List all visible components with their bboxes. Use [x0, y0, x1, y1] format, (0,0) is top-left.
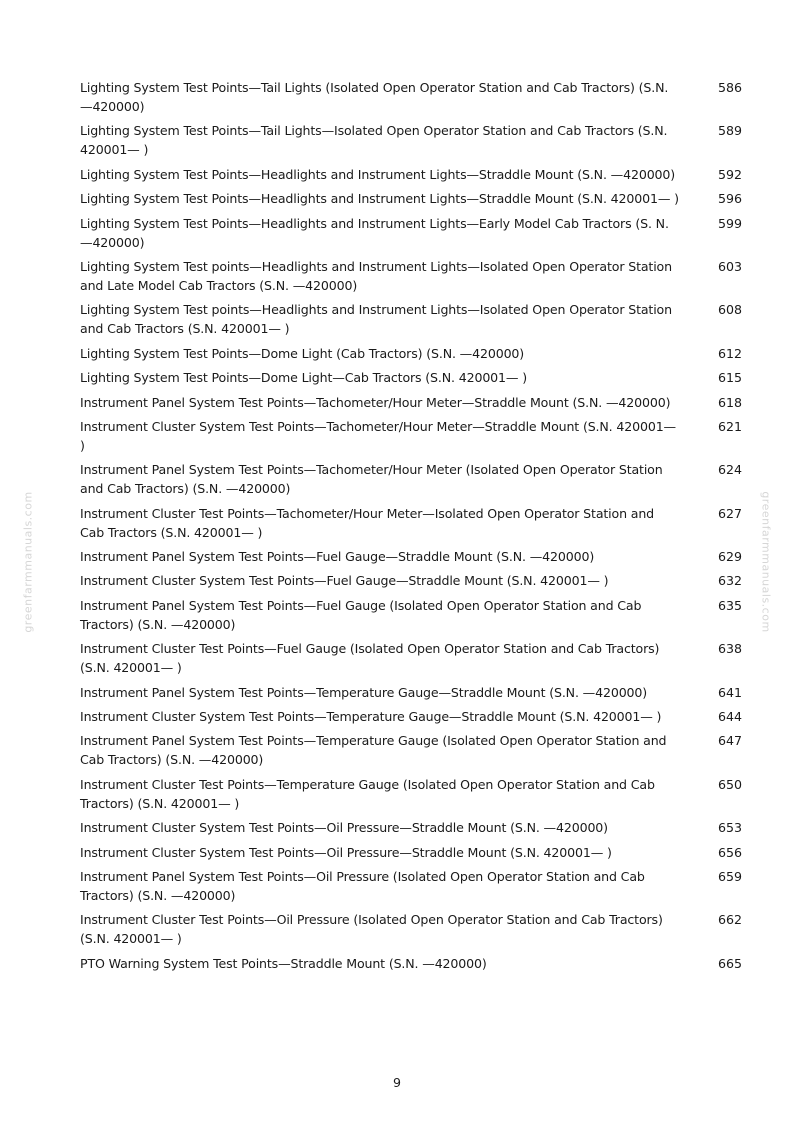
toc-entry-title[interactable]: Lighting System Test points—Headlights and Instrument Lights—Isolated Open Operator Station and Late Model Cab Tractors (S.N. —420000) [80, 258, 672, 293]
toc-entry[interactable] [80, 368, 742, 387]
toc-entry[interactable] [80, 867, 742, 905]
toc-entry-page[interactable]: 624 [717, 462, 742, 478]
toc-entry[interactable] [80, 504, 742, 542]
toc-entry[interactable] [80, 775, 742, 813]
toc-entry-title[interactable]: Lighting System Test Points—Dome Light (Cab Tractors) (S.N. —420000) [80, 345, 525, 361]
toc-entry[interactable] [80, 300, 742, 338]
toc-entry[interactable] [80, 954, 742, 973]
toc-entry-page[interactable]: 608 [717, 302, 742, 318]
toc-entry-title[interactable]: Instrument Cluster System Test Points—Fuel Gauge—Straddle Mount (S.N. 420001— ) [80, 573, 609, 589]
toc-entry-page[interactable]: 656 [717, 844, 742, 860]
toc-entry-page[interactable]: 586 [717, 80, 742, 95]
toc-entry-title[interactable]: Instrument Cluster Test Points—Oil Pressure (Isolated Open Operator Station and Cab Tractors) (S.N. 420001— ) [80, 912, 663, 947]
toc-entry[interactable] [80, 121, 742, 159]
toc-entry-title[interactable]: Lighting System Test Points—Tail Lights (Isolated Open Operator Station and Cab Tractors) (S.N. —420000) [80, 80, 669, 114]
toc-entry-title[interactable]: Instrument Cluster Test Points—Temperature Gauge (Isolated Open Operator Station and Cab Tractors) (S.N. 420001— ) [80, 776, 655, 811]
toc-entry[interactable] [80, 189, 742, 208]
toc-entry[interactable] [80, 78, 742, 116]
toc-entry[interactable] [80, 843, 742, 862]
toc-entry-title[interactable]: Instrument Cluster Test Points—Tachometer/Hour Meter—Isolated Open Operator Station and Cab Tractors (S.N. 420001— ) [80, 505, 655, 540]
toc-entry-title[interactable]: Instrument Panel System Test Points—Temperature Gauge (Isolated Open Operator Station and Cab Tractors) (S.N. —420000) [80, 733, 667, 768]
toc-entry[interactable] [80, 460, 742, 498]
toc-entry-page[interactable]: 632 [717, 573, 742, 589]
toc-entry[interactable] [80, 910, 742, 948]
toc-entry-page[interactable]: 644 [717, 709, 742, 725]
toc-entry-title[interactable]: Lighting System Test Points—Headlights and Instrument Lights—Early Model Cab Tractors (S. N. —420000) [80, 215, 669, 250]
toc-entry[interactable] [80, 547, 742, 566]
toc-entry[interactable] [80, 818, 742, 837]
toc-entry-title[interactable]: PTO Warning System Test Points—Straddle Mount (S.N. —420000) [80, 955, 487, 971]
toc-entry-page[interactable]: 627 [717, 505, 742, 521]
toc-entry-page[interactable]: 599 [717, 215, 742, 231]
toc-entry[interactable] [80, 596, 742, 634]
toc-entry-page[interactable]: 615 [717, 370, 742, 386]
toc-entry-page[interactable]: 659 [717, 868, 742, 884]
toc-entry-title[interactable]: Lighting System Test Points—Tail Lights—Isolated Open Operator Station and Cab Tractors (S.N. 420001— ) [80, 123, 668, 158]
toc-entry-title[interactable]: Lighting System Test Points—Headlights and Instrument Lights—Straddle Mount (S.N. 420001— ) [80, 191, 679, 207]
toc-entry-page[interactable]: 665 [717, 955, 742, 971]
toc-entry-page[interactable]: 596 [717, 191, 742, 207]
toc-entry[interactable] [80, 639, 742, 677]
toc-entry-title[interactable]: Instrument Cluster System Test Points—Temperature Gauge—Straddle Mount (S.N. 420001— ) [80, 709, 662, 725]
table-of-contents [80, 78, 742, 978]
toc-entry-title[interactable]: Instrument Panel System Test Points—Tachometer/Hour Meter—Straddle Mount (S.N. —420000) [80, 394, 671, 410]
toc-entry-page[interactable]: 618 [717, 394, 742, 410]
toc-entry[interactable] [80, 165, 742, 184]
toc-entry-page[interactable]: 653 [717, 820, 742, 836]
watermark-right: greenfarmmanuals.com [759, 491, 773, 633]
watermark-left: greenfarmmanuals.com [21, 491, 35, 633]
toc-entry[interactable] [80, 393, 742, 412]
page-number: 9 [392, 1075, 401, 1090]
toc-entry-title[interactable]: Instrument Cluster Test Points—Fuel Gauge (Isolated Open Operator Station and Cab Tractors) (S.N. 420001— ) [80, 641, 660, 676]
toc-entry-page[interactable]: 641 [717, 684, 742, 700]
toc-entry-page[interactable]: 603 [717, 258, 742, 274]
toc-entry[interactable] [80, 683, 742, 702]
toc-entry-title[interactable]: Instrument Cluster System Test Points—Oil Pressure—Straddle Mount (S.N. 420001— ) [80, 844, 612, 860]
toc-entry-page[interactable]: 612 [717, 345, 742, 361]
toc-entry-title[interactable]: Lighting System Test Points—Headlights and Instrument Lights—Straddle Mount (S.N. —420000) [80, 166, 676, 182]
toc-entry-title[interactable]: Instrument Panel System Test Points—Tachometer/Hour Meter (Isolated Open Operator Station and Cab Tractors) (S.N. —420000) [80, 462, 663, 497]
toc-entry[interactable] [80, 417, 742, 455]
toc-entry-page[interactable]: 589 [717, 123, 742, 139]
toc-entry[interactable] [80, 571, 742, 590]
toc-entry-page[interactable]: 647 [717, 733, 742, 749]
toc-entry-title[interactable]: Instrument Panel System Test Points—Fuel Gauge (Isolated Open Operator Station and Cab Tractors) (S.N. —420000) [80, 597, 642, 632]
toc-entry-page[interactable]: 638 [717, 641, 742, 657]
toc-entry[interactable] [80, 214, 742, 252]
toc-entry[interactable] [80, 731, 742, 769]
toc-entry-page[interactable]: 621 [717, 418, 742, 434]
toc-entry-title[interactable]: Instrument Cluster System Test Points—Tachometer/Hour Meter—Straddle Mount (S.N. 420001— ) [80, 418, 677, 453]
toc-entry-page[interactable]: 592 [717, 166, 742, 182]
toc-entry-page[interactable]: 635 [717, 597, 742, 613]
toc-entry[interactable] [80, 257, 742, 295]
toc-entry-title[interactable]: Instrument Cluster System Test Points—Oil Pressure—Straddle Mount (S.N. —420000) [80, 820, 608, 836]
toc-entry-page[interactable]: 629 [717, 549, 742, 565]
toc-entry-title[interactable]: Lighting System Test Points—Dome Light—Cab Tractors (S.N. 420001— ) [80, 370, 527, 386]
toc-entry-title[interactable]: Lighting System Test points—Headlights and Instrument Lights—Isolated Open Operator Station and Cab Tractors (S.N. 420001— ) [80, 302, 672, 337]
toc-entry-page[interactable]: 650 [717, 776, 742, 792]
toc-entry-title[interactable]: Instrument Panel System Test Points—Oil Pressure (Isolated Open Operator Station and Cab Tractors) (S.N. —420000) [80, 868, 645, 903]
toc-entry[interactable] [80, 344, 742, 363]
toc-entry-page[interactable]: 662 [717, 912, 742, 928]
toc-entry-title[interactable]: Instrument Panel System Test Points—Fuel Gauge—Straddle Mount (S.N. —420000) [80, 549, 595, 565]
toc-entry[interactable] [80, 707, 742, 726]
toc-entry-title[interactable]: Instrument Panel System Test Points—Temperature Gauge—Straddle Mount (S.N. —420000) [80, 684, 648, 700]
